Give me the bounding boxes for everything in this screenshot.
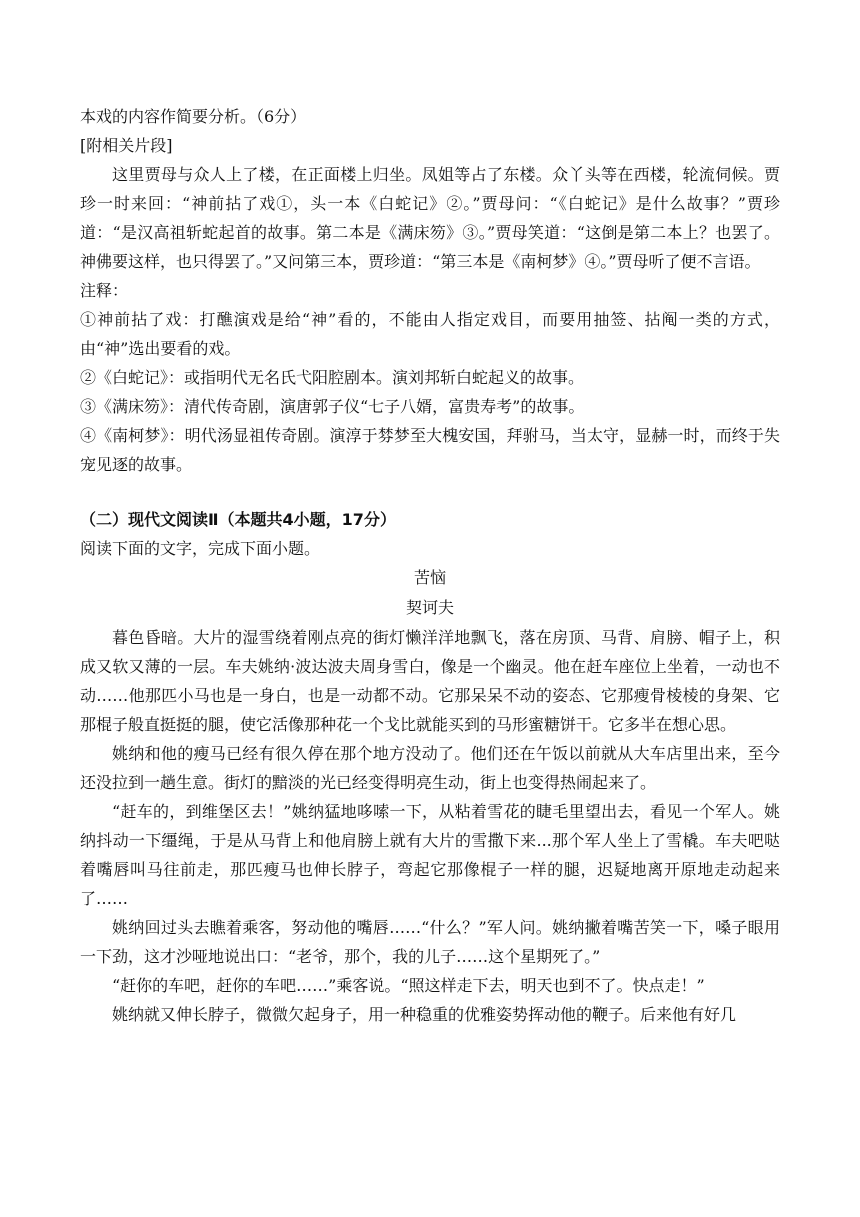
story-author: 契诃夫 [405,598,454,617]
excerpt-label: [附相关片段] [80,136,173,155]
note-item: ③《满床笏》：清代传奇剧，演唐郭子仪“七子八婿，富贵寿考”的故事。 [80,397,585,416]
reading-instruction: 阅读下面的文字，完成下面小题。 [80,539,321,558]
story-paragraph: “赶车的，到维堡区去！”姚纳猛地哆嗦一下，从粘着雪花的睫毛里望出去，看见一个军人。姚纳抖动一下缰绳，于是从马背上和他肩膀上就有大片的雪撒下来...那个军人坐上了雪橇。车夫吧哒着嘴唇叫马往前走，那匹瘦马也伸长脖子，弯起它那像棍子一样的腿，迟疑地离开原地走动起来了…… [80,802,780,908]
story-paragraph: 暮色昏暗。大片的湿雪绕着刚点亮的街灯懒洋洋地飘飞，落在房顶、马背、肩膀、帽子上，积成又软又薄的一层。车夫姚纳·波达波夫周身雪白，像是一个幽灵。他在赶车座位上坐着，一动也不动……他那匹小马也是一身白，也是一动都不动。它那呆呆不动的姿态、它那瘦骨棱棱的身架、它那棍子般直挺挺的腿，使它活像那种花一个戈比就能买到的马形蜜糖饼干。它多半在想心思。 [80,628,780,734]
excerpt-paragraph: 这里贾母与众人上了楼，在正面楼上归坐。凤姐等占了东楼。众丫头等在西楼，轮流伺候。贾珍一时来回：“神前拈了戏①，头一本《白蛇记》②。”贾母问：“《白蛇记》是什么故事？”贾珍道：“是汉高祖斩蛇起首的故事。第二本是《满床笏》③。”贾母笑道：“这倒是第二本上？也罢了。神佛要这样，也只得罢了。”又问第三本，贾珍道：“第三本是《南柯梦》④。”贾母听了便不言语。 [80,165,780,271]
note-item: ④《南柯梦》：明代汤显祖传奇剧。演淳于棼梦至大槐安国，拜驸马，当太守，显赫一时，而终于失宠见逐的故事。 [80,426,780,474]
question-prompt-tail: 本戏的内容作简要分析。（6分） [80,107,307,126]
story-paragraph: “赶你的车吧，赶你的车吧……”乘客说。“照这样走下去，明天也到不了。快点走！” [112,976,705,995]
story-paragraph: 姚纳就又伸长脖子，微微欠起身子，用一种稳重的优雅姿势挥动他的鞭子。后来他有好几 [112,1005,737,1024]
notes-label: 注释： [80,281,129,300]
note-item: ①神前拈了戏：打醮演戏是给“神”看的，不能由人指定戏目，而要用抽签、拈阄一类的方式，由“神”选出要看的戏。 [80,310,780,358]
section-heading: （二）现代文阅读Ⅱ（本题共4小题，17分） [80,510,396,529]
story-title: 苦恼 [413,568,446,587]
story-paragraph: 姚纳和他的瘦马已经有很久停在那个地方没动了。他们还在午饭以前就从大车店里出来，至今还没拉到一趟生意。街灯的黯淡的光已经变得明亮生动，街上也变得热闹起来了。 [80,744,780,792]
note-item: ②《白蛇记》：或指明代无名氏弋阳腔剧本。演刘邦斩白蛇起义的故事。 [80,368,585,387]
story-paragraph: 姚纳回过头去瞧着乘客，努动他的嘴唇……“什么？”军人问。姚纳撇着嘴苦笑一下，嗓子眼用一下劲，这才沙哑地说出口：“老爷，那个，我的儿子……这个星期死了。” [80,918,780,966]
document-page [80,102,780,1029]
